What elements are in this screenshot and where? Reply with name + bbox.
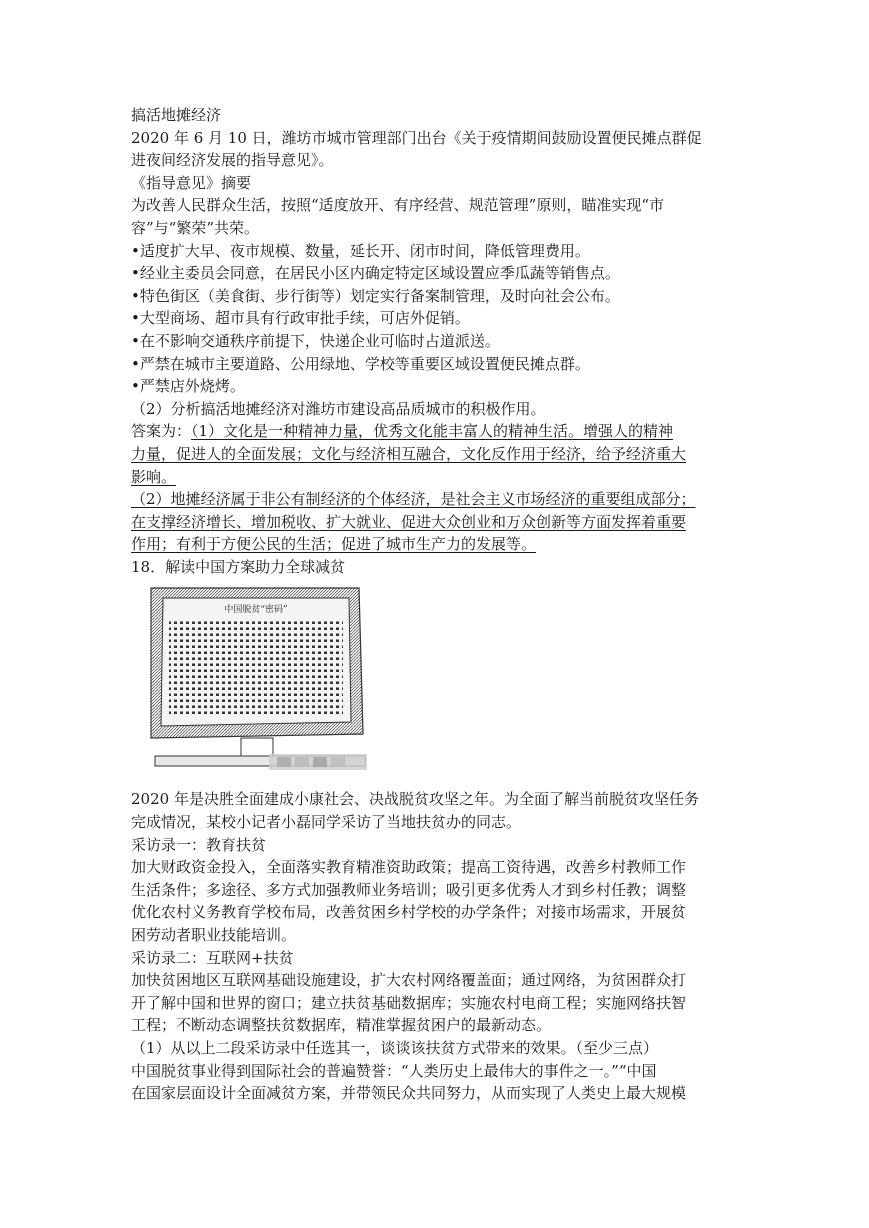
bullet-item: •严禁在城市主要道路、公用绿地、学校等重要区域设置便民摊点群。: [131, 354, 590, 373]
summary-title: 《指导意见》摘要: [131, 173, 252, 192]
bullet-item: •在不影响交通秩序前提下，快递企业可临时占道派送。: [131, 331, 500, 350]
record-1-line: 加大财政资金投入，全面落实教育精准资助政策；提高工资待遇，改善乡村教师工作: [131, 858, 687, 877]
answer-line-6: [131, 533, 741, 556]
bullet-item: •特色街区（美食街、步行街等）划定实行备案制管理，及时向社会公布。: [131, 286, 620, 305]
answer-prefix: 答案为：: [131, 422, 192, 441]
question-1: （1）从以上二段采访录中任选其一，谈谈该扶贫方式带来的效果。（至少三点）: [131, 1039, 659, 1057]
closing-line: 在国家层面设计全面减贫方案，并带领民众共同努力，从而实现了人类史上最大规模: [131, 1084, 687, 1103]
record-1-line: 优化农村义务教育学校布局，改善贫困乡村学校的办学条件；对接市场需求，开展贫: [131, 903, 687, 922]
summary-line-2: 容”与“繁荣”共荣。: [131, 218, 260, 237]
para1-line-1: 2020 年是决胜全面建成小康社会、决战脱贫攻坚之年。为全面了解当前脱贫攻坚任务: [131, 790, 699, 809]
intro-line-2: 进夜间经济发展的指导意见》。: [131, 151, 334, 170]
record-2-line: 加快贫困地区互联网基础设施建设，扩大农村网络覆盖面；通过网络，为贫困群众打: [131, 971, 687, 990]
record-1-title: 采访录一：教育扶贫: [131, 835, 267, 854]
answer-line-1: [131, 420, 741, 443]
section-title: 搞活地摊经济: [131, 106, 222, 124]
question-18-heading: 18．解读中国方案助力全球减贫: [131, 557, 346, 576]
record-2-line: 工程；不断动态调整扶贫数据库，精准掌握贫困户的最新动态。: [131, 1016, 552, 1035]
para1-line-2: 完成情况，某校小记者小磊同学采访了当地扶贫办的同志。: [131, 813, 522, 832]
record-1-line: 困劳动者职业技能培训。: [131, 926, 297, 945]
record-2-line: 开了解中国和世界的窗口；建立扶贫基础数据库；实施农村电商工程；实施网络扶智: [131, 993, 687, 1012]
document-page: [131, 104, 741, 1105]
monitor-illustration: [137, 584, 377, 780]
record-1-line: 生活条件；多途径、多方式加强教师业务培训；吸引更多优秀人才到乡村任教；调整: [131, 880, 687, 899]
intro-line-1: 2020 年 6 月 10 日，潍坊市城市管理部门出台《关于疫情期间鼓励设置便民摊点群促: [131, 128, 702, 147]
question-2: （2）分析搞活地摊经济对潍坊市建设高品质城市的积极作用。: [131, 399, 546, 418]
bullet-item: •大型商场、超市具有行政审批手续，可店外促销。: [131, 309, 470, 328]
answer-text: （1）文化是一种精神力量，优秀文化能丰富人的精神生活。增强人的精神: [191, 422, 674, 441]
bullet-item: •适度扩大早、夜市规模、数量，延长开、闭市时间，降低管理费用。: [131, 241, 590, 260]
answer-text: 力量，促进人的全面发展；文化与经济相互融合，文化反作用于经济，给予经济重大: [131, 444, 687, 463]
closing-line: 中国脱贫事业得到国际社会的普遍赞誉：“人类历史上最伟大的事件之一。”“中国: [131, 1061, 657, 1080]
answer-text: 影响。: [131, 467, 177, 486]
answer-line-2: [131, 443, 741, 466]
answer-line-3: [131, 466, 741, 489]
record-2-title: 采访录二：互联网+扶贫: [131, 948, 294, 967]
screen-title: 中国脱贫“密码”: [224, 605, 288, 616]
summary-line-1: 为改善人民群众生活，按照“适度放开、有序经营、规范管理”原则，瞄准实现“市: [131, 196, 665, 215]
answer-text: 在支撑经济增长、增加税收、扩大就业、促进大众创业和万众创新等方面发挥着重要: [131, 512, 687, 531]
answer-line-4: [131, 488, 741, 511]
bullet-item: •严禁店外烧烤。: [131, 377, 245, 396]
answer-text: （2）地摊经济属于非公有制经济的个体经济，是社会主义市场经济的重要组成部分；: [131, 490, 696, 509]
answer-text: 作用；有利于方便公民的生活；促进了城市生产力的发展等。: [131, 535, 537, 554]
answer-line-5: [131, 511, 741, 534]
bullet-item: •经业主委员会同意，在居民小区内确定特定区域设置应季瓜蔬等销售点。: [131, 264, 620, 283]
